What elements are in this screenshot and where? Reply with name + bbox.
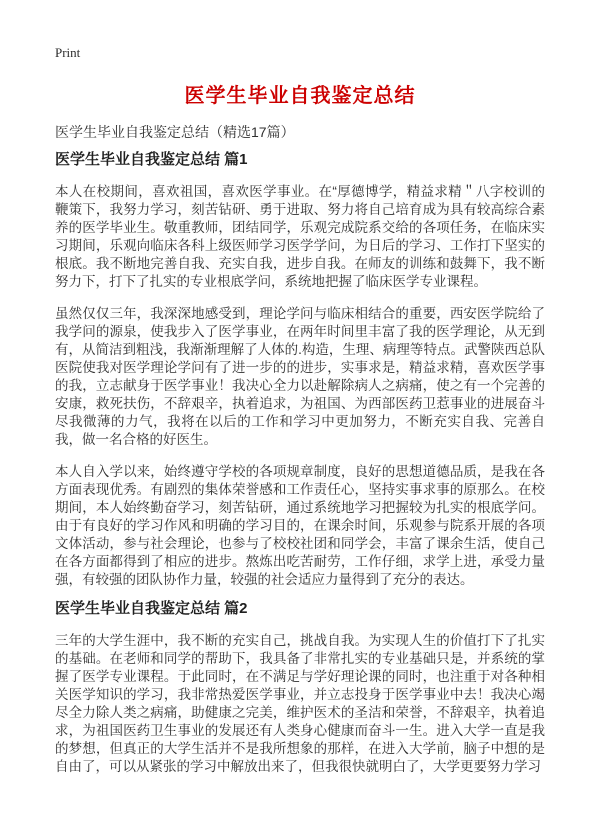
paragraph: 本人在校期间，喜欢祖国，喜欢医学事业。在“厚德博学，精益求精＂八字校训的鞭策下，我努力学习，刻苦钻研、勇于进取、努力将自己培育成为具有较高综合素养的医学毕业生。敬重教师，团结同学，乐观完成院系交给的各项任务，在临床实习期间，乐观向临床各科上级医师学习医学学问，为日后的学习、工作打下坚实的根底。我不断地完善自我、充实自我，进步自我。在师友的训练和鼓舞下，我不断努力下，打下了扎实的专业根底学问，系统地把握了临床医学专业课程。 <box>55 184 545 289</box>
paragraph: 虽然仅仅三年，我深深地感受到，理论学问与临床相结合的重要，西安医学院给了我学问的源泉，使我步入了医学事业，在两年时间里丰富了我的医学理论，从无到有，从简洁到粗浅，我渐渐理解了人体的.构造，生理、病理等特点。武警陕西总队医院使我对医学理论学问有了进一步的的进步，实事求是，精益求精，喜欢医学事的我，立志献身于医学事业！我决心全力以赴解除病人之病痛，使之有一个完善的安康，救死扶伤，不辞艰辛，执着追求，为祖国、为西部医药卫惹事业的进展奋斗尽我微薄的力气，我将在以后的工作和学习中更加努力，不断充实自我、完善自我，做一名合格的好医生。 <box>55 306 545 447</box>
page-title: 医学生毕业自我鉴定总结 <box>184 85 416 107</box>
doc-subtitle: 医学生毕业自我鉴定总结（精选17篇） <box>55 124 295 140</box>
section-heading-1: 医学生毕业自我鉴定总结 篇1 <box>55 151 248 168</box>
print-button[interactable]: Print <box>55 45 81 60</box>
paragraph: 三年的大学生涯中，我不断的充实自己，挑战自我。为实现人生的价值打下了扎实的基础。在老师和同学的帮助下，我具备了非常扎实的专业基础只是，并系统的掌握了医学专业课程。于此同时，在不满足与学好理论课的同时，也注重于对各种相关医学知识的学习，我非常热爱医学事业，并立志投身于医学事业中去！我决心竭尽全力除人类之病痛，助健康之完美，维护医术的圣洁和荣誉，不辞艰辛，执着追求，为祖国医药卫生事业的发展还有人类身心健康而奋斗一生。进入大学一直是我的梦想，但真正的大学生活并不是我所想象的那样，在进入大学前，脑子中想的是自由了，可以从紧张的学习中解放出来了，但我很快就明白了，大学更要努力学习 <box>55 633 545 774</box>
paragraph: 本人自入学以来，始终遵守学校的各项规章制度，良好的思想道德品质，是我在各方面表现优秀。有剧烈的集体荣誉感和工作责任心，坚持实事求事的原那么。在校期间，本人始终勤奋学习，刻苦钻研，通过系统地学习把握较为扎实的根底学问。由于有良好的学习作风和明确的学习目的，在课余时间，乐观参与院系开展的各项文体活动，参与社会理论，也参与了校校社团和同学会，丰富了课余生活，使自己在各方面都得到了相应的进步。熬炼出吃苦耐劳，工作仔细，求学上进，承受力量强，有较强的团队协作力量，较强的社会适应力量得到了充分的表达。 <box>55 464 545 587</box>
section-heading-2: 医学生毕业自我鉴定总结 篇2 <box>55 600 248 617</box>
